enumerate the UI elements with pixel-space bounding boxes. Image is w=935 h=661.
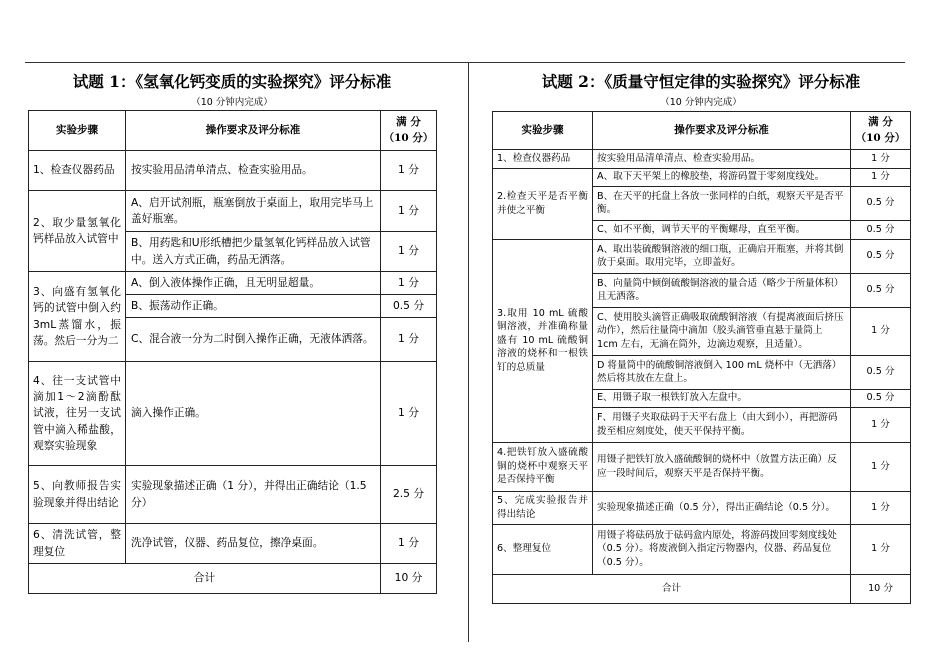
step-cell: 6、清洗试管，整理复位: [29, 524, 126, 564]
step-cell: 4.把铁钉放入盛硫酸铜的烧杯中观察天平是否保持平衡: [493, 442, 593, 491]
score-cell: 0.5 分: [851, 273, 911, 307]
header-step: 实验步骤: [29, 111, 126, 151]
score-cell: 1 分: [381, 191, 437, 232]
requirement-cell: 洗净试管，仪器、药品复位，擦净桌面。: [126, 524, 381, 564]
table-total-row: [493, 574, 911, 603]
score-cell: 1 分: [381, 318, 437, 362]
table-row: [29, 272, 437, 295]
requirement-cell: 按实验用品清单清点、检查实验用品。: [593, 150, 851, 169]
table-row: [29, 151, 437, 191]
header-score: [381, 111, 437, 151]
header-requirement: 操作要求及评分标准: [126, 111, 381, 151]
scoring-sheet-1: [28, 70, 436, 594]
sheet-2-subtitle: （10 分钟内完成）: [660, 97, 742, 108]
total-score: 10 分: [381, 564, 437, 594]
header-step: 实验步骤: [493, 112, 593, 150]
table-row: [29, 191, 437, 232]
requirement-cell: 用镊子把铁钉放入盛硫酸铜的烧杯中（放置方法正确）反应一段时间后，观察天平是否保持平衡。: [593, 442, 851, 491]
total-score: 10 分: [851, 574, 911, 603]
table-row: [493, 524, 911, 574]
requirement-cell: C、如不平衡，调节天平的平衡螺母，直至平衡。: [593, 220, 851, 239]
sheet-1-table: [28, 110, 437, 594]
score-cell: 1 分: [381, 362, 437, 466]
score-cell: 1 分: [851, 491, 911, 524]
header-score-line2: （10 分）: [855, 131, 906, 144]
step-cell: 1、检查仪器药品: [493, 150, 593, 169]
table-row: [29, 524, 437, 564]
sheet-2-table: [492, 111, 911, 604]
top-rule: [25, 62, 905, 63]
requirement-cell: B、向量筒中倾倒硫酸铜溶液的量合适（略少于所量体积）且无洒落。: [593, 273, 851, 307]
step-cell: 1、检查仪器药品: [29, 151, 126, 191]
table-row: [493, 442, 911, 491]
table-header-row: [493, 112, 911, 150]
score-cell: 1 分: [851, 442, 911, 491]
requirement-cell: B、用药匙和U形纸槽把少量氢氧化钙样品放入试管中。送入方式正确，药品无洒落。: [126, 232, 381, 272]
column-divider: [468, 62, 469, 642]
score-cell: 1 分: [381, 232, 437, 272]
step-cell: 6、整理复位: [493, 524, 593, 574]
table-row: [493, 168, 911, 186]
score-cell: 0.5 分: [381, 295, 437, 318]
score-cell: 0.5 分: [851, 239, 911, 273]
requirement-cell: B、在天平的托盘上各放一张同样的白纸，观察天平是否平衡。: [593, 186, 851, 220]
requirement-cell: 按实验用品清单清点、检查实验用品。: [126, 151, 381, 191]
step-cell: 3.取用 10 mL 硫酸铜溶液，并准确称量盛有 10 mL 硫酸铜溶液的烧杯和一根铁钉的总质量: [493, 239, 593, 442]
step-cell: 5、向教师报告实验现象并得出结论: [29, 466, 126, 524]
requirement-cell: 滴入操作正确。: [126, 362, 381, 466]
step-cell: 5、完成实验报告并得出结论: [493, 491, 593, 524]
total-label: 合计: [29, 564, 381, 594]
requirement-cell: E、用镊子取一根铁钉放入左盘中。: [593, 389, 851, 407]
sheet-1-subtitle: （10 分钟内完成）: [191, 97, 273, 108]
table-row: [29, 362, 437, 466]
step-cell: 2.检查天平是否平衡并使之平衡: [493, 168, 593, 239]
score-cell: 0.5 分: [851, 220, 911, 239]
score-cell: 1 分: [851, 524, 911, 574]
score-cell: 0.5 分: [851, 186, 911, 220]
requirement-cell: A、倒入液体操作正确，且无明显超量。: [126, 272, 381, 295]
step-cell: 4、往一支试管中滴加1～2滴酚酞试液，往另一支试管中滴入稀盐酸，观察实验现象: [29, 362, 126, 466]
requirement-cell: F、用镊子夹取砝码于天平右盘上（由大到小），再把游码拨至相应刻度处，使天平保持平衡。: [593, 407, 851, 442]
header-score-line1: 满 分: [868, 115, 893, 128]
table-total-row: [29, 564, 437, 594]
score-cell: 1 分: [851, 150, 911, 169]
score-cell: 2.5 分: [381, 466, 437, 524]
score-cell: 1 分: [851, 407, 911, 442]
header-score-line2: （10 分）: [383, 131, 434, 144]
requirement-cell: C、混合液一分为二时倒入操作正确，无液体洒落。: [126, 318, 381, 362]
requirement-cell: 实验现象描述正确（0.5 分），得出正确结论（0.5 分）。: [593, 491, 851, 524]
requirement-cell: B、振荡动作正确。: [126, 295, 381, 318]
requirement-cell: A、取出装硫酸铜溶液的细口瓶，正确启开瓶塞，并将其倒放于桌面。取用完毕，立即盖好。: [593, 239, 851, 273]
score-cell: 1 分: [381, 272, 437, 295]
table-row: [493, 150, 911, 169]
score-cell: 1 分: [381, 524, 437, 564]
requirement-cell: A、取下天平架上的橡胶垫，将游码置于零刻度线处。: [593, 168, 851, 186]
score-cell: 0.5 分: [851, 389, 911, 407]
score-cell: 1 分: [381, 151, 437, 191]
score-cell: 1 分: [851, 307, 911, 355]
table-header-row: [29, 111, 437, 151]
sheet-1-title: 试题 1：《氢氧化钙变质的实验探究》评分标准: [72, 72, 392, 91]
table-row: [493, 239, 911, 273]
table-row: [493, 491, 911, 524]
score-cell: 0.5 分: [851, 355, 911, 389]
requirement-cell: A、启开试剂瓶，瓶塞倒放于桌面上，取用完毕马上盖好瓶塞。: [126, 191, 381, 232]
step-cell: 2、取少量氢氧化钙样品放入试管中: [29, 191, 126, 272]
requirement-cell: D 将量筒中的硫酸铜溶液倒入 100 mL 烧杯中（无洒落）然后将其放在左盘上。: [593, 355, 851, 389]
header-requirement: 操作要求及评分标准: [593, 112, 851, 150]
score-cell: 1 分: [851, 168, 911, 186]
requirement-cell: 用镊子将砝码放于砝码盒内原处，将游码拨回零刻度线处（0.5 分）。将废液倒入指定污物器内，仪器、药品复位（0.5 分）。: [593, 524, 851, 574]
scoring-sheet-2: [492, 70, 910, 604]
requirement-cell: C、使用胶头滴管正确吸取硫酸铜溶液（有提离液面后挤压动作），然后往量筒中滴加（胶头滴管垂直悬于量筒上 1cm 左右，无滴在筒外，边滴边观察，且适量）。: [593, 307, 851, 355]
step-cell: 3、向盛有氢氧化钙的试管中倒入约3mL蒸馏水，振荡。然后一分为二: [29, 272, 126, 362]
header-score-line1: 满 分: [396, 115, 421, 128]
sheet-2-title: 试题 2：《质量守恒定律的实验探究》评分标准: [541, 72, 861, 91]
requirement-cell: 实验现象描述正确（1 分），并得出正确结论（1.5 分）: [126, 466, 381, 524]
total-label: 合计: [493, 574, 851, 603]
table-row: [29, 466, 437, 524]
header-score: [851, 112, 911, 150]
